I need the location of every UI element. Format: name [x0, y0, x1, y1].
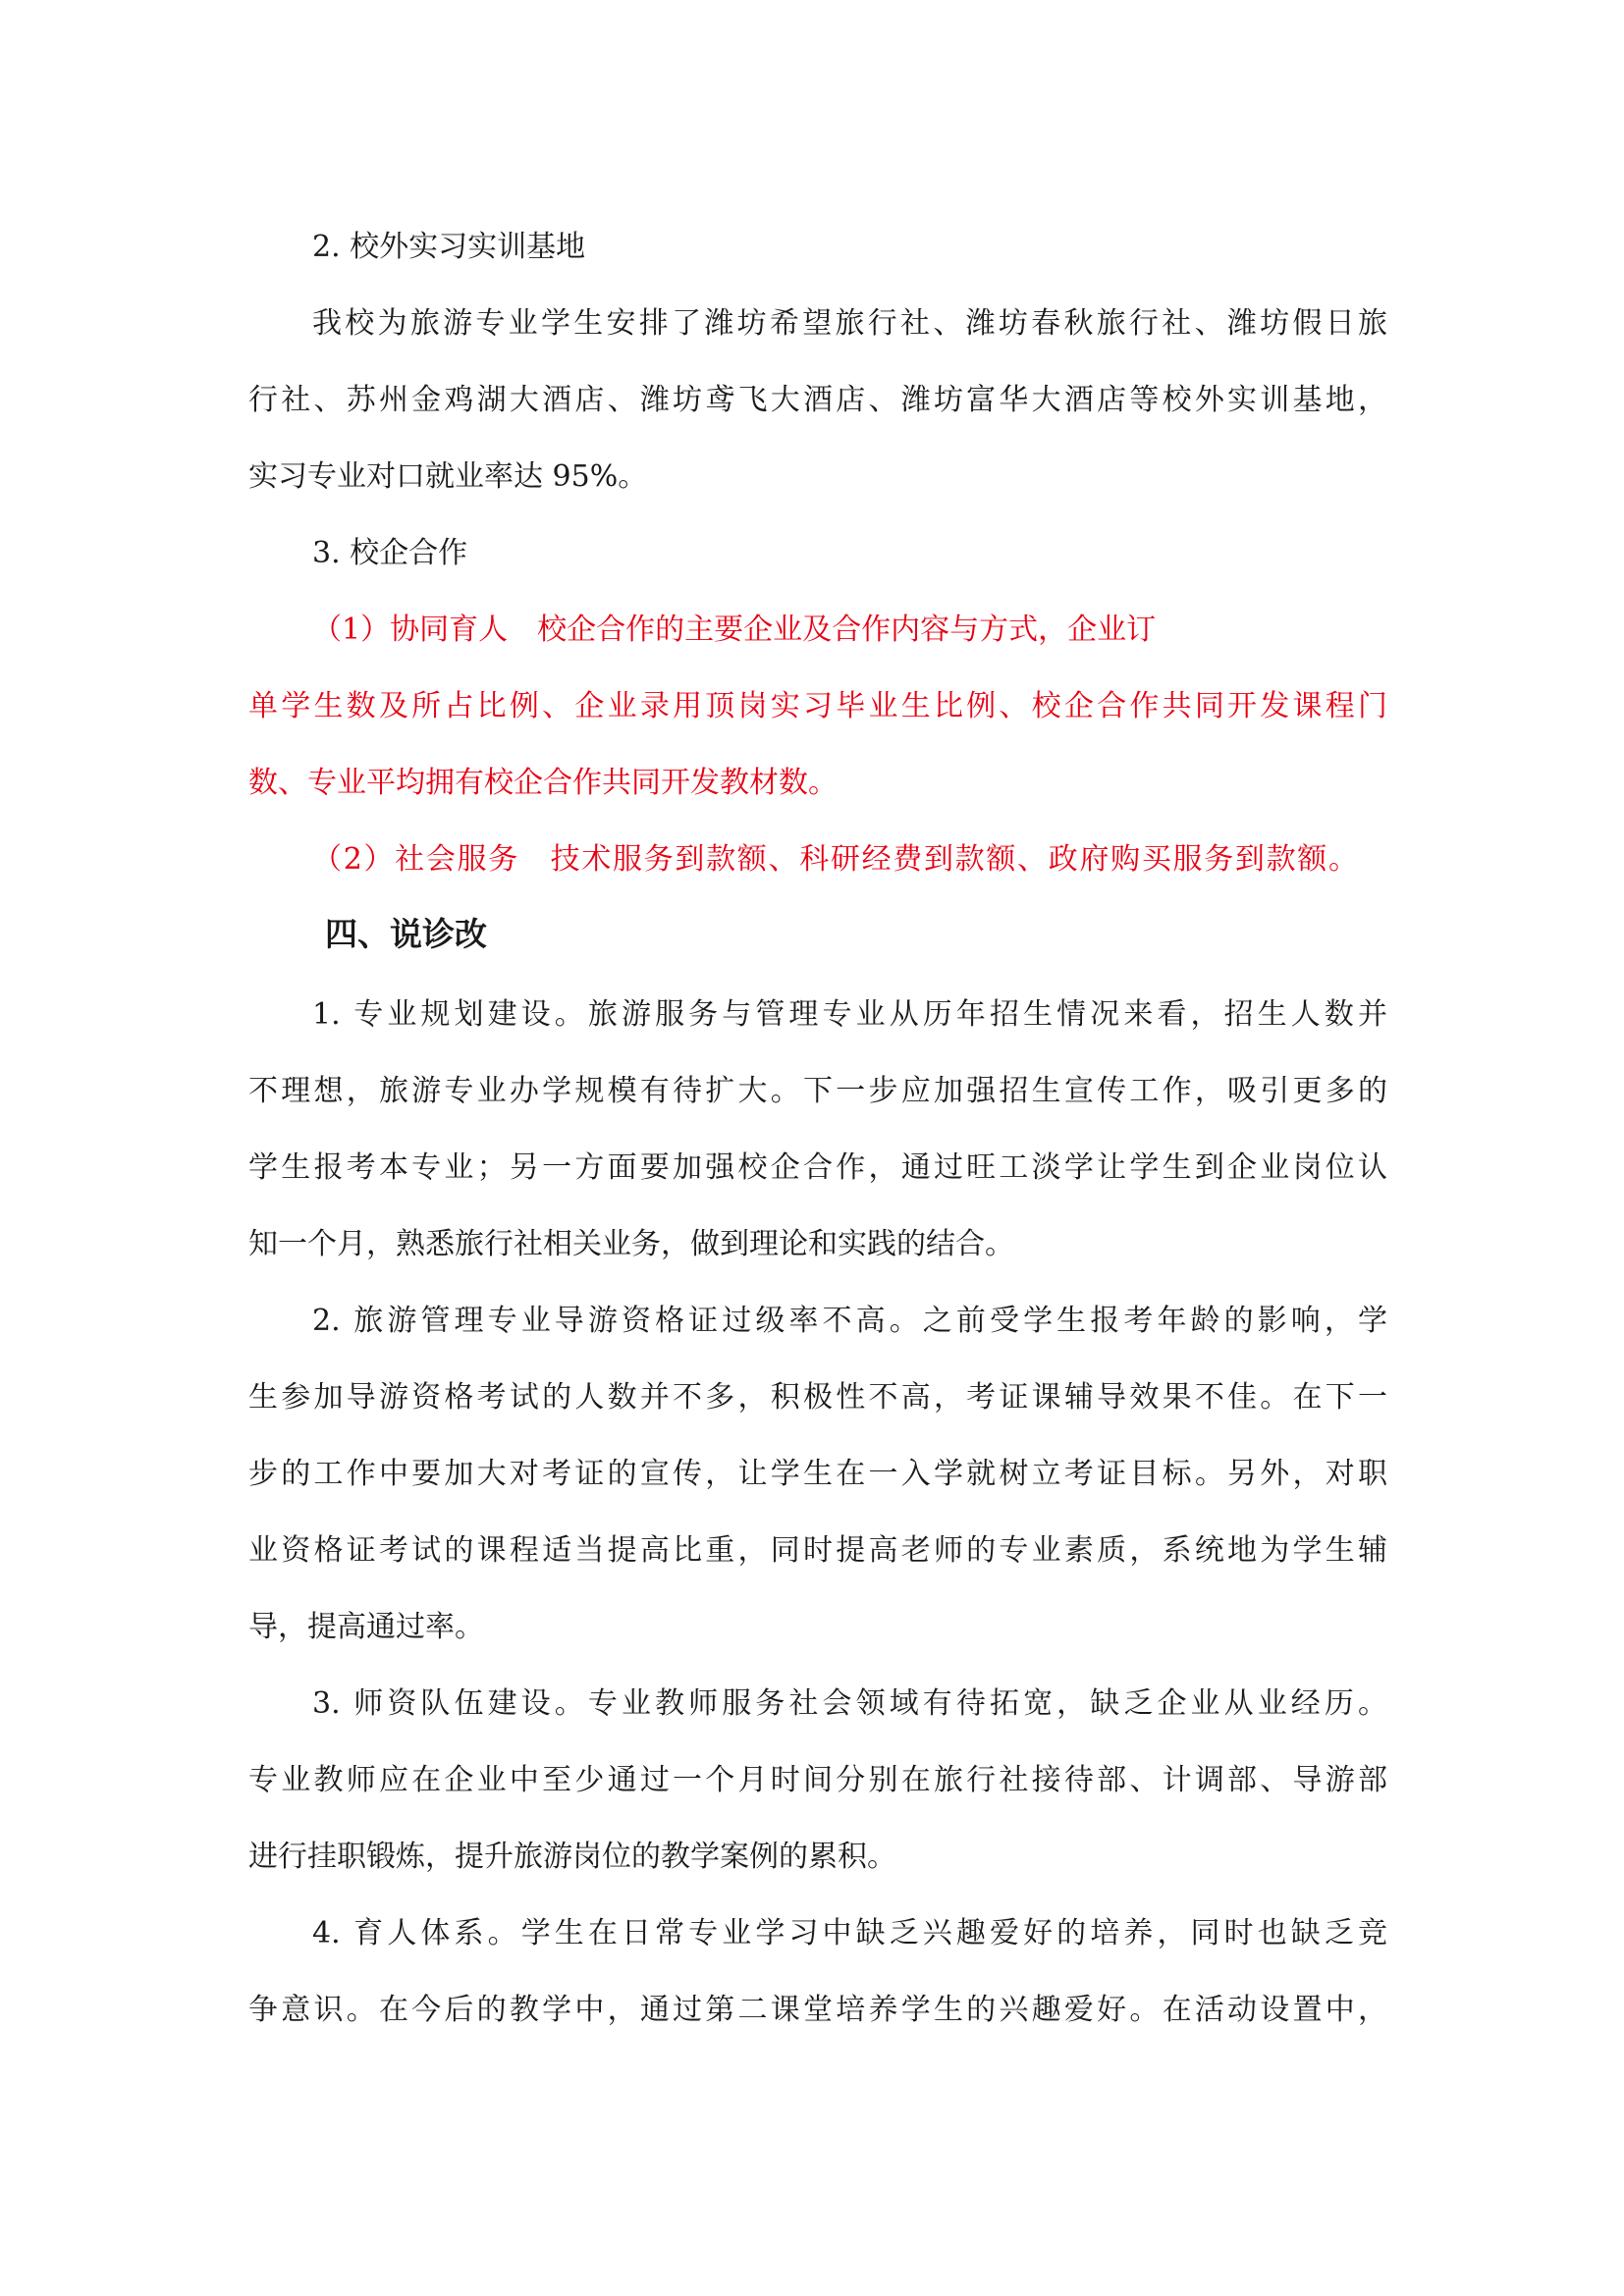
- section-title-offcampus-base: 2. 校外实习实训基地: [312, 230, 586, 264]
- red-paragraph-line: 数、专业平均拥有校企合作共同开发教材数。: [248, 766, 838, 800]
- section-title-school-enterprise: 3. 校企合作: [312, 536, 468, 570]
- paragraph-line: 步的工作中要加大对考证的宣传，让学生在一入学就树立考证目标。另外，对职: [248, 1457, 1387, 1491]
- section-heading-diagnosis: 四、说诊改: [325, 915, 487, 953]
- paragraph-line: 3. 师资队伍建设。专业教师服务社会领域有待拓宽，缺乏企业从业经历。: [312, 1686, 1387, 1721]
- paragraph-line: 1. 专业规划建设。旅游服务与管理专业从历年招生情况来看，招生人数并: [312, 997, 1387, 1032]
- red-paragraph-line: 单学生数及所占比例、企业录用顶岗实习毕业生比例、校企合作共同开发课程门: [248, 689, 1387, 723]
- red-paragraph-line: （2）社会服务 技术服务到款额、科研经费到款额、政府购买服务到款额。: [312, 842, 1358, 877]
- paragraph-line: 生参加导游资格考试的人数并不多，积极性不高，考证课辅导效果不佳。在下一: [248, 1380, 1387, 1415]
- paragraph-line: 我校为旅游专业学生安排了潍坊希望旅行社、潍坊春秋旅行社、潍坊假日旅: [312, 306, 1387, 341]
- paragraph-line: 专业教师应在企业中至少通过一个月时间分别在旅行社接待部、计调部、导游部: [248, 1763, 1387, 1797]
- paragraph-line: 4. 育人体系。学生在日常专业学习中缺乏兴趣爱好的培养，同时也缺乏竞: [312, 1916, 1387, 1950]
- paragraph-line: 业资格证考试的课程适当提高比重，同时提高老师的专业素质，系统地为学生辅: [248, 1533, 1387, 1568]
- paragraph-line: 实习专业对口就业率达 95%。: [248, 459, 648, 494]
- paragraph-line: 进行挂职锻炼，提升旅游岗位的教学案例的累积。: [248, 1840, 896, 1874]
- paragraph-line: 不理想，旅游专业办学规模有待扩大。下一步应加强招生宣传工作，吸引更多的: [248, 1074, 1387, 1108]
- paragraph-line: 学生报考本专业；另一方面要加强校企合作，通过旺工淡学让学生到企业岗位认: [248, 1150, 1387, 1185]
- paragraph-line: 导，提高通过率。: [248, 1610, 484, 1644]
- paragraph-line: 知一个月，熟悉旅行社相关业务，做到理论和实践的结合。: [248, 1227, 1014, 1261]
- paragraph-line: 2. 旅游管理专业导游资格证过级率不高。之前受学生报考年龄的影响，学: [312, 1304, 1387, 1338]
- paragraph-line: 行社、苏州金鸡湖大酒店、潍坊鸢飞大酒店、潍坊富华大酒店等校外实训基地，: [248, 383, 1387, 417]
- red-paragraph-line: （1）协同育人 校企合作的主要企业及合作内容与方式，企业订: [312, 613, 1157, 647]
- paragraph-line: 争意识。在今后的教学中，通过第二课堂培养学生的兴趣爱好。在活动设置中，: [248, 1993, 1387, 2027]
